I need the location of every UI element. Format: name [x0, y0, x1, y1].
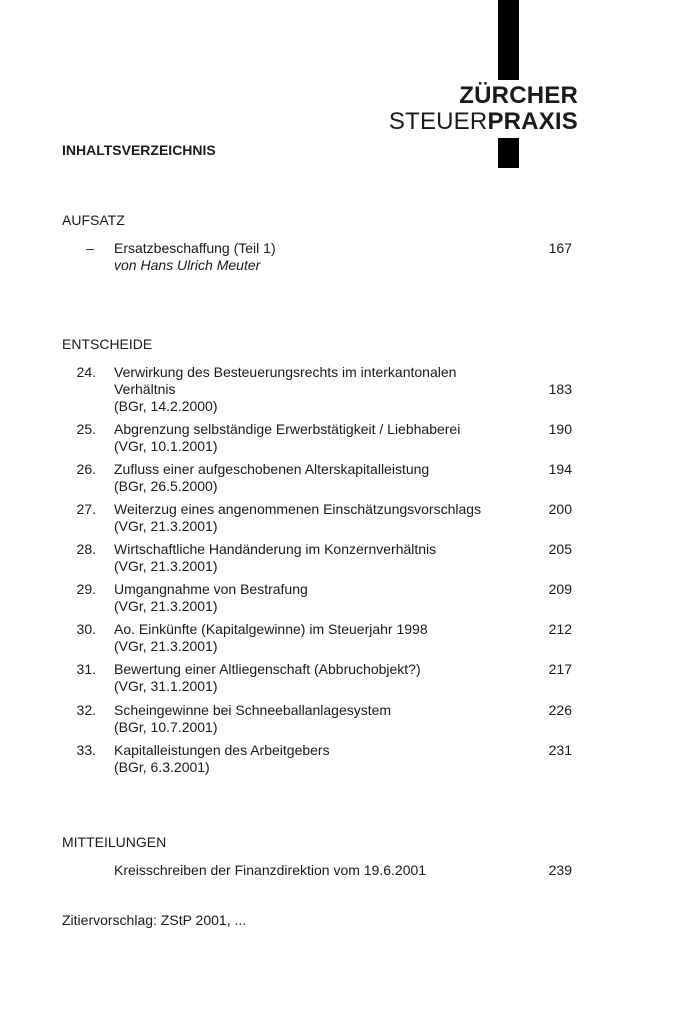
entry-source: (BGr, 10.7.2001) [114, 719, 218, 735]
entry-marker: – [86, 240, 94, 256]
entry-title: Umgangnahme von Bestrafung [114, 581, 308, 597]
entry-title: Zufluss einer aufgeschobenen Alterskapitalleistung [114, 461, 430, 477]
entry-source: (VGr, 21.3.2001) [114, 518, 218, 534]
entry-source: (VGr, 31.1.2001) [114, 678, 218, 694]
entry-page: 239 [548, 862, 572, 878]
entry-page: 217 [548, 661, 572, 677]
masthead-praxis: PRAXIS [487, 108, 578, 135]
entry-source: (VGr, 21.3.2001) [114, 598, 218, 614]
entry-source: (VGr, 21.3.2001) [114, 638, 218, 654]
entry-title: Abgrenzung selbständige Erwerbstätigkeit / Liebhaberei [114, 421, 461, 437]
entry-page: 167 [548, 240, 572, 256]
entry-page: 209 [548, 581, 572, 597]
entry-page: 183 [548, 381, 572, 397]
section-heading-aufsatz: AUFSATZ [62, 212, 125, 228]
citation-suggestion: Zitiervorschlag: ZStP 2001, ... [62, 912, 247, 928]
entry-page: 205 [548, 541, 572, 557]
entry-title: Ao. Einkünfte (Kapitalgewinne) im Steuerjahr 1998 [114, 621, 428, 637]
entry-number: 27. [76, 501, 96, 517]
entry-page: 226 [548, 702, 572, 718]
entry-number: 31. [76, 661, 96, 677]
entry-page: 190 [548, 421, 572, 437]
entry-source: (VGr, 21.3.2001) [114, 558, 218, 574]
entry-number: 24. [76, 364, 96, 380]
entry-title: Scheingewinne bei Schneeballanlagesystem [114, 702, 392, 718]
entry-title: Ersatzbeschaffung (Teil 1) [114, 240, 276, 256]
entry-number: 26. [76, 461, 96, 477]
entry-number: 25. [76, 421, 96, 437]
entry-title: Verwirkung des Besteuerungsrechts im interkantonalen [114, 364, 457, 380]
entry-page: 200 [548, 501, 572, 517]
entry-number: 32. [76, 702, 96, 718]
entry-number: 30. [76, 621, 96, 637]
entry-page: 231 [548, 742, 572, 758]
entry-number: 33. [76, 742, 96, 758]
masthead-steuer: STEUER [388, 108, 488, 135]
entry-source: (BGr, 6.3.2001) [114, 759, 210, 775]
masthead-bar-bottom [498, 138, 519, 168]
entry-title: Kapitalleistungen des Arbeitgebers [114, 742, 330, 758]
entry-source: (BGr, 26.5.2000) [114, 478, 218, 494]
entry-page: 212 [548, 621, 572, 637]
entry-page: 194 [548, 461, 572, 477]
entry-author: von Hans Ulrich Meuter [114, 257, 261, 273]
entry-title: Kreisschreiben der Finanzdirektion vom 19.6.2001 [114, 862, 427, 878]
toc-title: INHALTSVERZEICHNIS [62, 142, 216, 158]
section-heading-mitteilungen: MITTEILUNGEN [62, 834, 167, 850]
entry-source: (BGr, 14.2.2000) [114, 398, 218, 414]
masthead-title-line1: ZÜRCHER [459, 82, 578, 109]
entry-number: 29. [76, 581, 96, 597]
entry-number: 28. [76, 541, 96, 557]
masthead-bar-top [498, 0, 519, 80]
entry-title: Weiterzug eines angenommenen Einschätzungsvorschlags [114, 501, 482, 517]
entry-title-cont: Verhältnis [114, 381, 176, 397]
entry-title: Wirtschaftliche Handänderung im Konzernverhältnis [114, 541, 437, 557]
section-heading-entscheide: ENTSCHEIDE [62, 336, 153, 352]
entry-title: Bewertung einer Altliegenschaft (Abbruchobjekt?) [114, 661, 421, 677]
masthead-title-line2 [389, 108, 578, 136]
entry-source: (VGr, 10.1.2001) [114, 438, 218, 454]
